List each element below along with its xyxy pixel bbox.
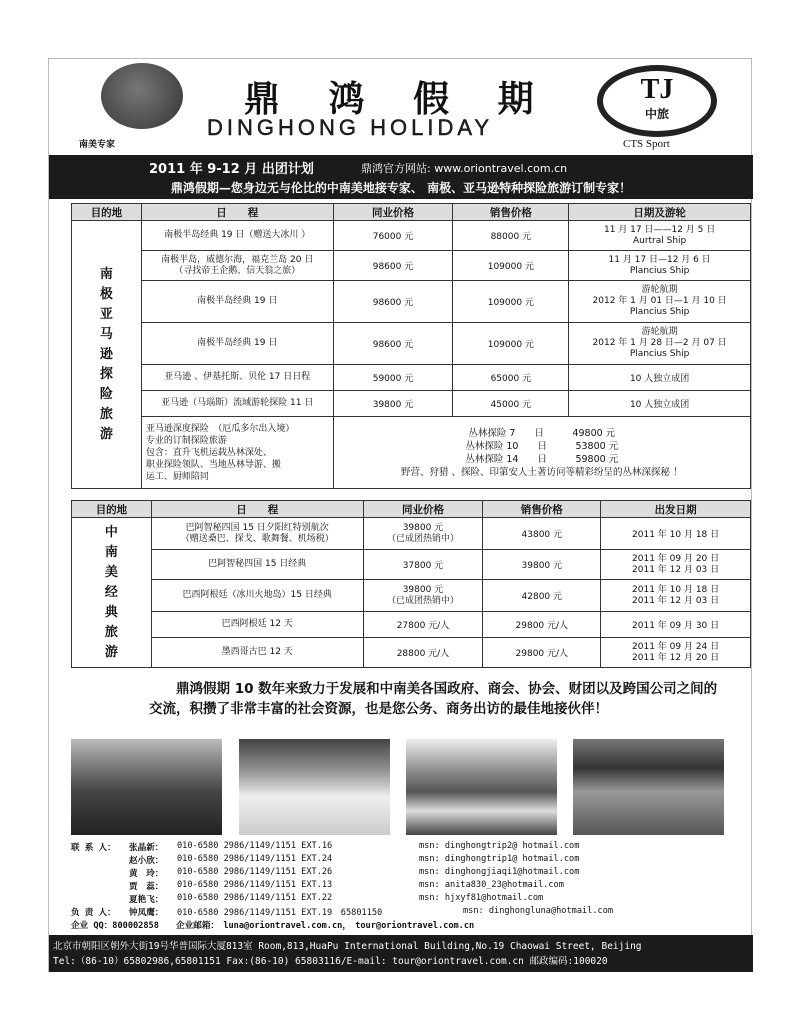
trade-price: 59000 元 (333, 365, 453, 391)
contact-name: 夏艳飞： (129, 895, 164, 905)
contact-msn: msn: dinghongjiaqi1@hotmail.com (419, 867, 580, 877)
contact-phone: 010-6580 2986/1149/1151 EXT.26 (177, 867, 333, 877)
photo-waterfall (406, 739, 557, 835)
banner-website: 鼎鸿官方网站: www.oriontravel.com.cn (361, 162, 568, 175)
table-row (72, 365, 751, 391)
header-cell: 同业价格 (333, 204, 453, 221)
trade-price: 39800 元 （已成团热销中） (363, 580, 483, 612)
header-cell: 日期及游轮 (569, 204, 751, 221)
contact-msn: msn: dinghongtrip2@ hotmail.com (419, 841, 580, 851)
intro-paragraph: 鼎鸿假期 10 数年来致力于发展和中南美各国政府、商会、协会、财团以及跨国公司之间的交流，积攒了非常丰富的社会资源，也是您公务、商务出访的最佳地接伙伴！ (149, 681, 718, 717)
latin-america-table (71, 500, 751, 668)
table-row (72, 323, 751, 365)
contact-row (71, 893, 751, 906)
contact-name: 张晶新： (129, 843, 164, 853)
date-cell: 2011 年 10 月 18 日 (601, 518, 751, 550)
date-cell: 游轮航期 2012 年 1 月 01 日—1 月 10 日 Plancius Ship (569, 281, 751, 323)
footer-phone: Tel:（86-10）65802986,65801151 Fax:(86-10) 65803116/E-mail: tour@oriontravel.com.cn 邮政编码:100020 (53, 956, 608, 967)
date-cell: 11 月 17 日—12 月 6 日 Plancius Ship (569, 251, 751, 281)
contact-list (71, 841, 751, 932)
photo-penguins (239, 739, 390, 835)
banner-title: 2011 年 9-12 月 出团计划 (149, 162, 314, 177)
sale-price: 42800 元 (483, 580, 601, 612)
cts-logo (597, 65, 717, 137)
region-cell (72, 221, 142, 489)
header-cell: 出发日期 (601, 501, 751, 518)
trade-price: 28800 元/人 (363, 638, 483, 668)
trade-price: 37800 元 (363, 550, 483, 580)
contact-name: 贾 蕊： (129, 882, 164, 892)
header-cell: 同业价格 (363, 501, 483, 518)
sale-price: 109000 元 (453, 281, 569, 323)
contact-phone: 010-6580 2986/1149/1151 EXT.24 (177, 854, 333, 864)
route-cell: 南极半岛经典 19 日 (141, 323, 333, 365)
contact-row (71, 867, 751, 880)
contact-msn: msn: anita830_23@hotmail.com (419, 880, 564, 890)
contact-phone: 010-6580 2986/1149/1151 EXT.13 (177, 880, 333, 890)
banner (49, 155, 753, 199)
company-qq-email (71, 919, 751, 932)
date-cell: 2011 年 09 月 24 日 2011 年 12 月 20 日 (601, 638, 751, 668)
contact-name: 黄 玲： (129, 869, 164, 879)
route-cell: 南极半岛，威德尔海，福克兰岛 20 日 （寻找帝王企鹅、信天翁之旅） (141, 251, 333, 281)
sale-price: 45000 元 (453, 391, 569, 417)
trade-price: 39800 元 (333, 391, 453, 417)
region-label: 南极亚马逊探险旅游 (99, 266, 113, 442)
jungle-prices: 丛林探险 7 日 49800 元 丛林探险 10 日 53800 元 丛林探险 14 日 59800 元 野营、狩猎 、探险、印第安人土著访问等精彩纷呈的丛林深探秘 ！ (333, 417, 750, 489)
brand-english: DINGHONG HOLIDAY (207, 115, 494, 140)
table-row (72, 638, 751, 668)
table-row (72, 612, 751, 638)
contact-row (71, 906, 751, 919)
table-row (72, 580, 751, 612)
logo-left-icon (101, 63, 183, 129)
date-cell: 10 人独立成团 (569, 365, 751, 391)
date-cell: 2011 年 09 月 30 日 (601, 612, 751, 638)
table-row (72, 281, 751, 323)
table-header (72, 501, 751, 518)
qq-email-text: 企业 QQ：800002858 企业邮箱： luna@oriontravel.com.cn， tour@oriontravel.com.cn (71, 921, 475, 931)
contact-label: 负 责 人： (71, 908, 116, 918)
trade-price: 98600 元 (333, 323, 453, 365)
route-cell: 亚马逊 、伊基托斯、贝伦 17 日日程 (141, 365, 333, 391)
date-cell: 2011 年 10 月 18 日 2011 年 12 月 03 日 (601, 580, 751, 612)
trade-price: 39800 元 （已成团热销中） (363, 518, 483, 550)
contact-phone: 010-6580 2986/1149/1151 EXT.22 (177, 893, 333, 903)
table-header (72, 204, 751, 221)
sale-price: 29800 元/人 (483, 638, 601, 668)
date-cell: 10 人独立成团 (569, 391, 751, 417)
date-cell: 11 月 17 日——12 月 5 日 Aurtral Ship (569, 221, 751, 251)
contact-msn: msn: hjxyf81@hotmail.com (419, 893, 544, 903)
route-cell: 墨西哥古巴 12 天 (151, 638, 363, 668)
trade-price: 76000 元 (333, 221, 453, 251)
brand-chinese: 鼎 鸿 假 期 (244, 78, 552, 120)
date-cell: 2011 年 09 月 20 日 2011 年 12 月 03 日 (601, 550, 751, 580)
route-cell: 南极半岛经典 19 日（赠送大冰川 ） (141, 221, 333, 251)
table-row (72, 550, 751, 580)
cts-logo-text: TJ (640, 74, 674, 105)
contact-row (71, 880, 751, 893)
contact-msn: msn: dinghongluna@hotmail.com (463, 906, 614, 916)
trade-price: 98600 元 (333, 281, 453, 323)
route-cell: 巴西阿根廷（冰川火地岛）15 日经典 (151, 580, 363, 612)
contact-label: 联 系 人： (71, 843, 116, 853)
contact-row (71, 854, 751, 867)
tagline-left: 南美专家 (79, 140, 116, 150)
sale-price: 109000 元 (453, 323, 569, 365)
table-row (72, 221, 751, 251)
region-label: 中南美经典旅游 (104, 524, 118, 660)
tagline-right: CTS Sport (623, 138, 670, 150)
date-cell: 游轮航期 2012 年 1 月 28 日—2 月 07 日 Plancius Ship (569, 323, 751, 365)
header-cell: 销售价格 (483, 501, 601, 518)
sale-price: 109000 元 (453, 251, 569, 281)
photo-iguazu-falls (573, 739, 724, 835)
sale-price: 39800 元 (483, 550, 601, 580)
contact-phone: 010-6580 2986/1149/1151 EXT.16 (177, 841, 333, 851)
route-cell: 巴西阿根廷 12 天 (151, 612, 363, 638)
header-cell: 目的地 (72, 204, 142, 221)
header-cell: 销售价格 (453, 204, 569, 221)
contact-msn: msn: dinghongtrip1@ hotmail.com (419, 854, 580, 864)
trade-price: 98600 元 (333, 251, 453, 281)
banner-slogan: 鼎鸿假期—您身边无与伦比的中南美地接专家、 南极、亚马逊特种探险旅游订制专家！ (170, 181, 632, 195)
table-row (72, 391, 751, 417)
table-row (72, 251, 751, 281)
contact-phone: 010-6580 2986/1149/1151 EXT.19 65801150 (177, 908, 383, 918)
cts-logo-sub: 中旅 (644, 107, 669, 121)
header-cell: 日 程 (141, 204, 333, 221)
flyer (48, 58, 752, 972)
sale-price: 43800 元 (483, 518, 601, 550)
trade-price: 27800 元/人 (363, 612, 483, 638)
sale-price: 88000 元 (453, 221, 569, 251)
table-row (72, 417, 751, 489)
antarctica-table (71, 203, 751, 489)
route-cell: 巴阿智秘四国 15 日经典 (151, 550, 363, 580)
photo-amazon-river (71, 739, 222, 835)
sale-price: 29800 元/人 (483, 612, 601, 638)
header-cell: 目的地 (72, 501, 152, 518)
contact-name: 钟凤鹰： (129, 908, 164, 918)
contact-row (71, 841, 751, 854)
sale-price: 65000 元 (453, 365, 569, 391)
route-cell: 巴阿智秘四国 15 日夕阳红特别航次 （赠送桑巴、探戈、歌舞餐、机场税） (151, 518, 363, 550)
contact-name: 赵小欣： (129, 856, 164, 866)
footer (49, 935, 753, 972)
region-cell (72, 518, 152, 668)
header-cell: 日 程 (151, 501, 363, 518)
custom-tour-desc: 亚马逊深度探险 （厄瓜多尔出入境） 专业的订制探险旅游 包含：直升飞机运载丛林深处、 职业探险领队、当地丛林导游、搬 运工、厨师陪同 (141, 417, 333, 489)
footer-address: 北京市朝阳区朝外大街19号华普国际大厦813室 Room,813,HuaPu International Building,No.19 Chaowai Street, Beijing (53, 941, 642, 952)
route-cell: 南极半岛经典 19 日 (141, 281, 333, 323)
route-cell: 亚马逊（马瑙斯）流域游轮探险 11 日 (141, 391, 333, 417)
table-row (72, 518, 751, 550)
